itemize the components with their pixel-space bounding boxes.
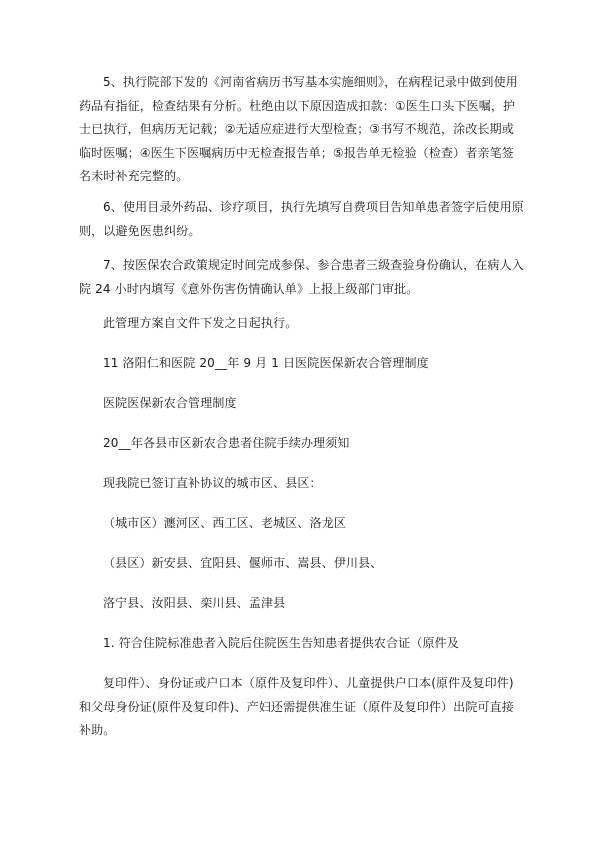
hospital-date-line: 11 洛阳仁和医院 20__年 9 月 1 日医院医保新农合管理制度 <box>103 356 429 370</box>
paragraph-item-5: 5、执行院部下发的《河南省病历书写基本实施细则》，在病程记录中做到使用药品有指征，检查结果有分析。杜绝由以下原因造成扣款：①医生口头下医嘱，护士已执行，但病历无记载；②无适应症进行大型检查；③书写不规范，涂改长期或临时医嘱；④医生下医嘱病历中无检查报告单；⑤报告单无检验（检查）者亲笔签名未时补充完整的。 <box>79 75 518 183</box>
agreement-intro: 现我院已签订直补协议的城市区、县区： <box>103 476 322 490</box>
paragraph-item-7: 7、按医保农合政策规定时间完成参保、参合患者三级查验身份确认，在病人入院 24 小时内填写《意外伤害伤情确认单》上报上级部门审批。 <box>79 258 524 296</box>
requirement-item-1-continued: 复印件）、身份证或户口本（原件及复印件）、儿童提供户口本(原件及复印件)和父母身份证(原件及复印件)、产妇还需提供准生证（原件及复印件）出院可直接补助。 <box>79 676 514 737</box>
notice-title: 20__年各县市区新农合患者住院手续办理须知 <box>103 436 350 450</box>
requirement-item-1: 1. 符合住院标准患者入院后住院医生告知患者提供农合证（原件及 <box>103 636 459 650</box>
city-districts: （城市区）瀍河区、西工区、老城区、洛龙区 <box>103 516 347 530</box>
county-list-1: （县区）新安县、宜阳县、偃师市、嵩县、伊川县、 <box>103 556 383 570</box>
section-title: 医院医保新农合管理制度 <box>103 396 237 410</box>
effective-statement: 此管理方案自文件下发之日起执行。 <box>103 316 298 330</box>
paragraph-item-6: 6、使用目录外药品、诊疗项目，执行先填写自费项目告知单患者签字后使用原则，以避免医患纠纷。 <box>79 200 524 238</box>
county-list-2: 洛宁县、汝阳县、栾川县、孟津县 <box>103 596 286 610</box>
